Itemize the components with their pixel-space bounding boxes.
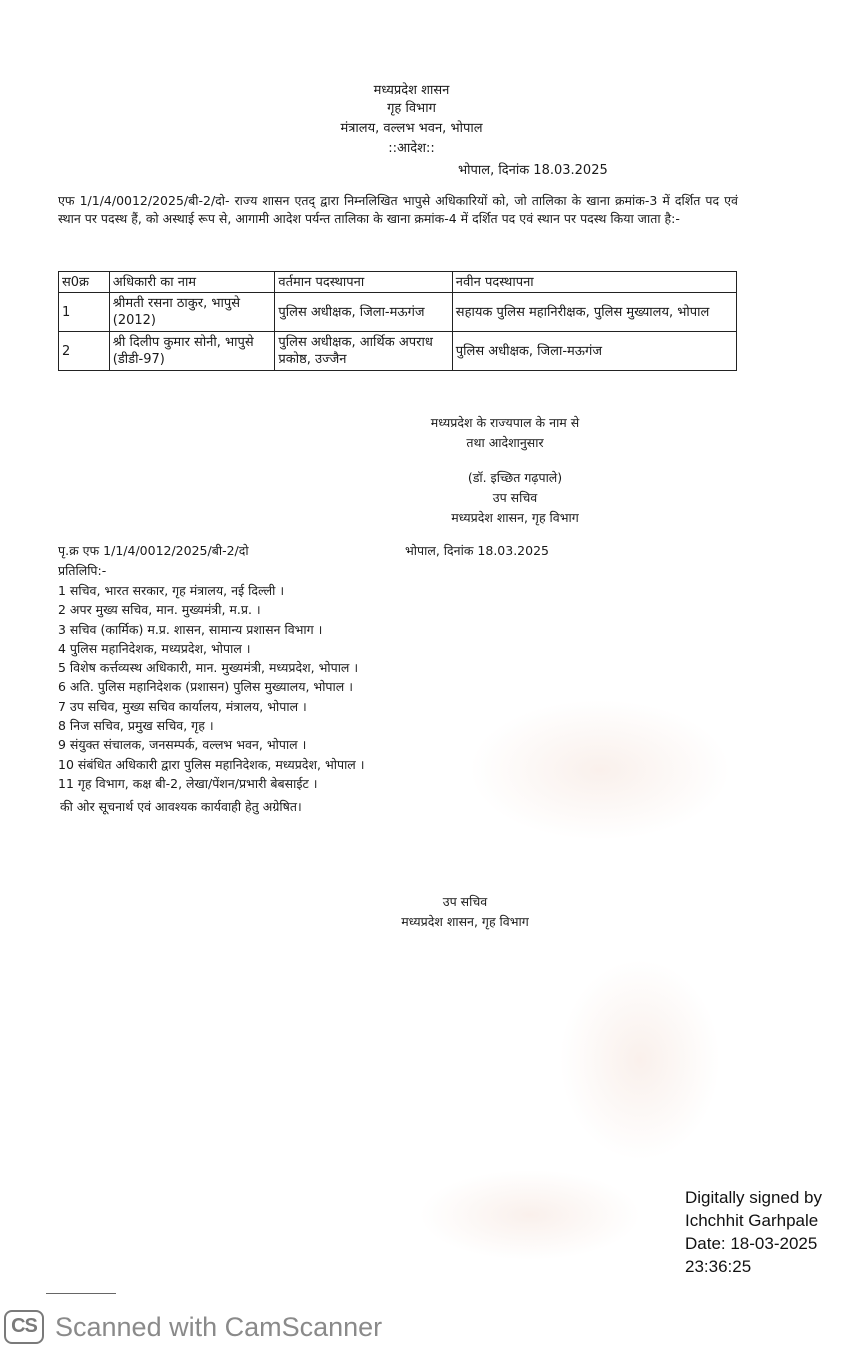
second-signatory-block [360, 892, 570, 932]
signatory-designation: उप सचिव [442, 894, 488, 909]
header-officer-name: अधिकारी का नाम [109, 272, 275, 293]
scan-stain [420, 1170, 640, 1260]
header-new-posting: नवीन पदस्थापना [452, 272, 736, 293]
table-row [59, 332, 737, 371]
digital-signature-signer: Ichchhit Garhpale [685, 1211, 819, 1230]
list-item: 6 अति. पुलिस महानिदेशक (प्रशासन) पुलिस मुख्यालय, भोपाल । [58, 679, 353, 695]
header-address: मंत्रालय, वल्लभ भवन, भोपाल [340, 121, 483, 136]
list-item: 7 उप सचिव, मुख्य सचिव कार्यालय, मंत्रालय, भोपाल । [58, 698, 307, 714]
list-item: 10 संबंधित अधिकारी द्वारा पुलिस महानिदेशक, मध्यप्रदेश, भोपाल । [58, 756, 365, 772]
header-current-posting: वर्तमान पदस्थापना [275, 272, 452, 293]
list-item: 8 निज सचिव, प्रमुख सचिव, गृह । [58, 718, 214, 734]
digital-signature-time: 23:36:25 [685, 1257, 752, 1276]
signatory-name: (डॉ. इच्छित गढ़पाले) [467, 470, 563, 485]
header-department: गृह विभाग [387, 101, 436, 116]
cell-current-posting: पुलिस अधीक्षक, जिला-मऊगंज [275, 293, 452, 332]
table-header-row [59, 272, 737, 293]
list-item: 2 अपर मुख्य सचिव, मान. मुख्यमंत्री, म.प्र. । [58, 602, 261, 618]
forwarding-note: की ओर सूचनार्थ एवं आवश्यक कार्यवाही हेतु अग्रेषित। [60, 799, 302, 814]
cell-officer-name: श्रीमती रसना ठाकुर, भापुसे (2012) [109, 293, 275, 332]
camscanner-logo-icon: CS [4, 1310, 44, 1344]
authority-line1: मध्यप्रदेश के राज्यपाल के नाम से [430, 415, 580, 430]
digital-signature [685, 1186, 822, 1278]
header-order: ::आदेश:: [388, 141, 435, 156]
cell-current-posting: पुलिस अधीक्षक, आर्थिक अपराध प्रकोष्ठ, उज्जैन [275, 332, 452, 371]
table-row [59, 293, 737, 332]
digital-signature-date: Date: 18-03-2025 [685, 1234, 818, 1253]
list-item: 1 सचिव, भारत सरकार, गृह मंत्रालय, नई दिल्ली । [58, 583, 285, 598]
order-body-text: एफ 1/1/4/0012/2025/बी-2/दो- राज्य शासन एतद् द्वारा निम्नलिखित भापुसे अधिकारियों को, जो तालिका के खाना क्रमांक-3 में दर्शित पद एवं स्थान पर पदस्थ हैं, को अस्थाई रूप से, आगामी आदेश पर्यन्त तालिका के खाना क्रमांक-4 में दर्शित पद एवं स्थान पर पदस्थ किया जाता है:- [58, 193, 738, 226]
list-item: 9 संयुक्त संचालक, जनसम्पर्क, वल्लभ भवन, भोपाल । [58, 737, 307, 753]
cell-serial: 1 [59, 293, 110, 332]
list-item: 11 गृह विभाग, कक्ष बी-2, लेखा/पेंशन/प्रभारी बेबसाईट । [58, 775, 318, 791]
list-item: 5 विशेष कर्त्तव्यस्थ अधिकारी, मान. मुख्यमंत्री, मध्यप्रदेश, भोपाल । [58, 660, 359, 676]
divider [46, 1293, 116, 1294]
signatory-block [400, 468, 630, 528]
header-serial: स0क्र [59, 272, 110, 293]
copy-to-list [58, 581, 778, 793]
camscanner-watermark [0, 1308, 500, 1348]
reference-date: भोपाल, दिनांक 18.03.2025 [405, 543, 549, 558]
signatory-designation: उप सचिव [492, 490, 538, 505]
cell-new-posting: सहायक पुलिस महानिरीक्षक, पुलिस मुख्यालय, भोपाल [452, 293, 736, 332]
cell-officer-name: श्री दिलीप कुमार सोनी, भापुसे (डीडी-97) [109, 332, 275, 371]
copy-to-label: प्रतिलिपि:- [58, 563, 107, 578]
scan-stain [560, 960, 720, 1160]
camscanner-text: Scanned with CamScanner [55, 1312, 383, 1342]
header-govt: मध्यप्रदेश शासन [373, 83, 450, 98]
cell-serial: 2 [59, 332, 110, 371]
list-item: 4 पुलिस महानिदेशक, मध्यप्रदेश, भोपाल । [58, 640, 251, 656]
reference-number: पृ.क्र एफ 1/1/4/0012/2025/बी-2/दो [58, 543, 249, 558]
signatory-department: मध्यप्रदेश शासन, गृह विभाग [401, 914, 529, 929]
authority-line2: तथा आदेशानुसार [466, 435, 544, 450]
digital-signature-line: Digitally signed by [685, 1188, 823, 1207]
list-item: 3 सचिव (कार्मिक) म.प्र. शासन, सामान्य प्रशासन विभाग । [58, 621, 323, 637]
order-date: भोपाल, दिनांक 18.03.2025 [458, 163, 608, 178]
posting-table [58, 271, 737, 371]
signatory-department: मध्यप्रदेश शासन, गृह विभाग [451, 510, 579, 525]
signature-authority [380, 413, 630, 453]
cell-new-posting: पुलिस अधीक्षक, जिला-मऊगंज [452, 332, 736, 371]
